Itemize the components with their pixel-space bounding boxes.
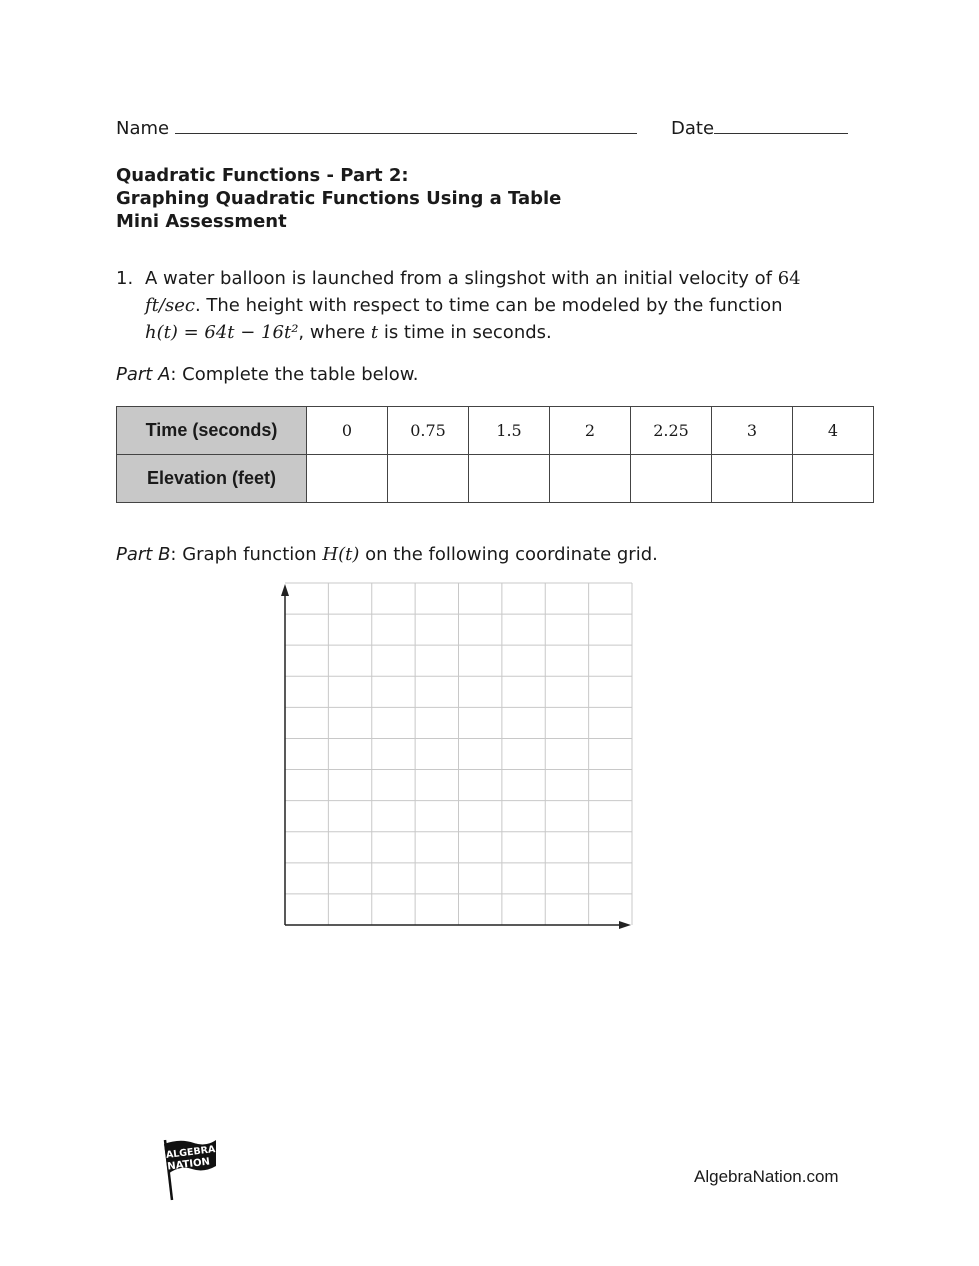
part-a-text: : Complete the table below. (170, 364, 419, 385)
time-cell: 2.25 (631, 407, 712, 455)
x-axis-arrow-icon (619, 921, 631, 929)
time-row (117, 407, 874, 455)
part-b-instruction (116, 544, 658, 565)
name-field[interactable] (116, 117, 637, 139)
title-line-3: Mini Assessment (116, 211, 287, 232)
elevation-row (117, 455, 874, 503)
website-link[interactable]: AlgebraNation.com (694, 1167, 839, 1186)
time-header: Time (seconds) (117, 407, 307, 455)
elevation-input-cell[interactable] (469, 455, 550, 503)
time-cell: 3 (712, 407, 793, 455)
name-underline[interactable] (175, 117, 637, 134)
time-cell: 1.5 (469, 407, 550, 455)
date-underline[interactable] (714, 117, 848, 134)
algebra-nation-logo (158, 1136, 220, 1202)
coordinate-grid[interactable] (278, 580, 643, 935)
part-b-text-a: : Graph function (170, 544, 323, 565)
time-cell: 2 (550, 407, 631, 455)
elevation-input-cell[interactable] (388, 455, 469, 503)
title-line-1: Quadratic Functions - Part 2: (116, 165, 409, 186)
time-cell: 4 (793, 407, 874, 455)
time-cell: 0.75 (388, 407, 469, 455)
logo-text-1: ALGEBRA (165, 1144, 216, 1162)
y-axis-arrow-icon (281, 584, 289, 596)
grid-lines (285, 583, 632, 925)
time-cell: 0 (307, 407, 388, 455)
question-text-b: . The height with respect to time can be modeled by the function (194, 295, 783, 316)
elevation-input-cell[interactable] (793, 455, 874, 503)
elevation-input-cell[interactable] (631, 455, 712, 503)
time-variable: t (370, 322, 379, 343)
function-name: H(t) (322, 544, 360, 565)
date-label: Date (671, 118, 715, 139)
title-line-2: Graphing Quadratic Functions Using a Table (116, 188, 562, 209)
elevation-input-cell[interactable] (307, 455, 388, 503)
part-a-instruction (116, 364, 419, 385)
question-number: 1. (116, 268, 134, 289)
elevation-input-cell[interactable] (712, 455, 793, 503)
question-text-d: is time in seconds. (378, 322, 552, 343)
question-text (145, 265, 845, 346)
height-function: h(t) = 64t − 16t² (145, 322, 299, 343)
question-text-c: , where (298, 322, 371, 343)
elevation-header: Elevation (feet) (117, 455, 307, 503)
velocity-unit: ft/sec (145, 295, 195, 316)
velocity-value: 64 (777, 268, 801, 289)
page-title (116, 164, 561, 233)
part-b-label: Part B (116, 544, 171, 565)
elevation-input-cell[interactable] (550, 455, 631, 503)
name-label: Name (116, 118, 170, 139)
logo-text-2: NATION (166, 1156, 211, 1173)
part-b-text-b: on the following coordinate grid. (359, 544, 658, 565)
question-text-a: A water balloon is launched from a slingshot with an initial velocity of (145, 268, 778, 289)
part-a-label: Part A (116, 364, 171, 385)
date-field[interactable] (671, 117, 848, 139)
time-elevation-table (116, 406, 874, 503)
